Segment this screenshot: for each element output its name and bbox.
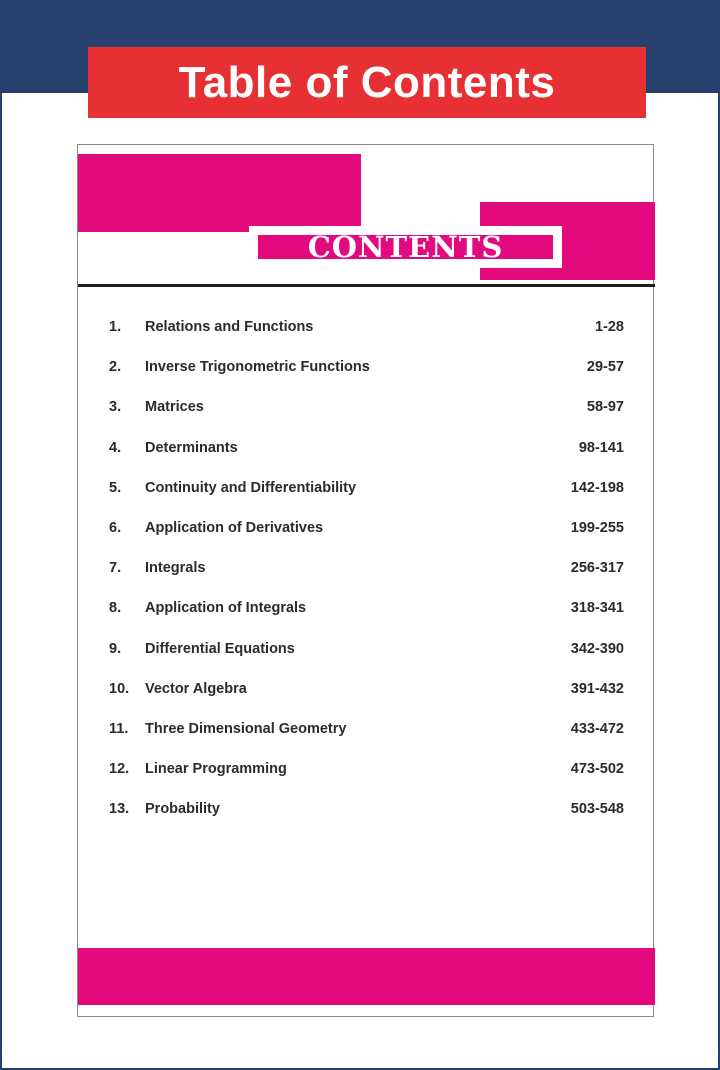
toc-entry-number: 2. [109, 359, 122, 376]
toc-entry [78, 307, 655, 347]
toc-entry-pages: 433-472 [570, 720, 624, 737]
toc-entry [78, 709, 655, 749]
decorative-pink-block-left [78, 154, 361, 232]
toc-entry-number: 8. [109, 600, 122, 617]
toc-entry [78, 669, 655, 709]
toc-entry [78, 548, 655, 588]
toc-entry-pages: 142-198 [570, 479, 624, 496]
toc-entry-pages: 318-341 [570, 600, 624, 617]
toc-entry-number: 10. [109, 680, 130, 697]
toc-entry [78, 588, 655, 628]
toc-entry-title: Three Dimensional Geometry [145, 720, 347, 737]
toc-entry-number: 6. [109, 519, 122, 536]
toc-entry-number: 11. [109, 720, 129, 737]
toc-entry-title: Determinants [145, 439, 238, 456]
toc-entry-title: Application of Derivatives [145, 519, 324, 536]
toc-entry-title: Probability [145, 801, 220, 818]
title-banner [88, 47, 646, 118]
toc-entry-number: 9. [109, 640, 122, 657]
toc-entry-number: 7. [109, 560, 122, 577]
toc-entry [78, 749, 655, 789]
contents-heading: CONTENTS [307, 229, 504, 264]
toc-entry-number: 13. [109, 801, 130, 818]
toc-entry [78, 629, 655, 669]
toc-entry-number: 1. [109, 319, 122, 335]
contents-page [77, 144, 654, 1017]
toc-entry-title: Continuity and Differentiability [145, 479, 357, 496]
footer-band [78, 948, 655, 1005]
contents-heading-box [249, 226, 562, 268]
toc-entry [78, 387, 655, 427]
toc-entry-title: Linear Programming [145, 761, 287, 778]
toc-entry-title: Integrals [145, 560, 206, 577]
toc-entry-title: Application of Integrals [145, 600, 307, 617]
toc-entry-pages: 473-502 [570, 761, 624, 778]
toc-entry [78, 347, 655, 387]
toc-entry-pages: 503-548 [570, 801, 624, 818]
toc-entry-pages: 58-97 [586, 399, 624, 416]
toc-entry-number: 12. [109, 761, 130, 778]
header-divider [78, 284, 655, 287]
toc-entry-title: Differential Equations [145, 640, 295, 657]
toc-entry-pages: 98-141 [578, 439, 624, 456]
toc-entry-title: Vector Algebra [145, 680, 247, 697]
toc-entry-pages: 29-57 [586, 359, 624, 376]
toc-entry-number: 3. [109, 399, 122, 416]
toc-entry [78, 428, 655, 468]
toc-entry-pages: 391-432 [570, 680, 624, 697]
toc-entry-number: 4. [109, 439, 122, 456]
toc-entry-pages: 199-255 [570, 519, 624, 536]
toc-entry [78, 508, 655, 548]
toc-entry-title: Inverse Trigonometric Functions [145, 359, 370, 376]
toc-entry [78, 468, 655, 508]
toc-entry [78, 789, 655, 829]
toc-entry-pages: 256-317 [570, 560, 624, 577]
toc-list [78, 307, 655, 829]
toc-entry-pages: 342-390 [570, 640, 624, 657]
toc-entry-title: Relations and Functions [145, 319, 314, 335]
toc-entry-title: Matrices [145, 399, 204, 416]
toc-entry-pages: 1-28 [594, 319, 624, 335]
toc-entry-number: 5. [109, 479, 122, 496]
frame-left-edge [0, 93, 2, 1070]
page-title: Table of Contents [178, 57, 556, 107]
